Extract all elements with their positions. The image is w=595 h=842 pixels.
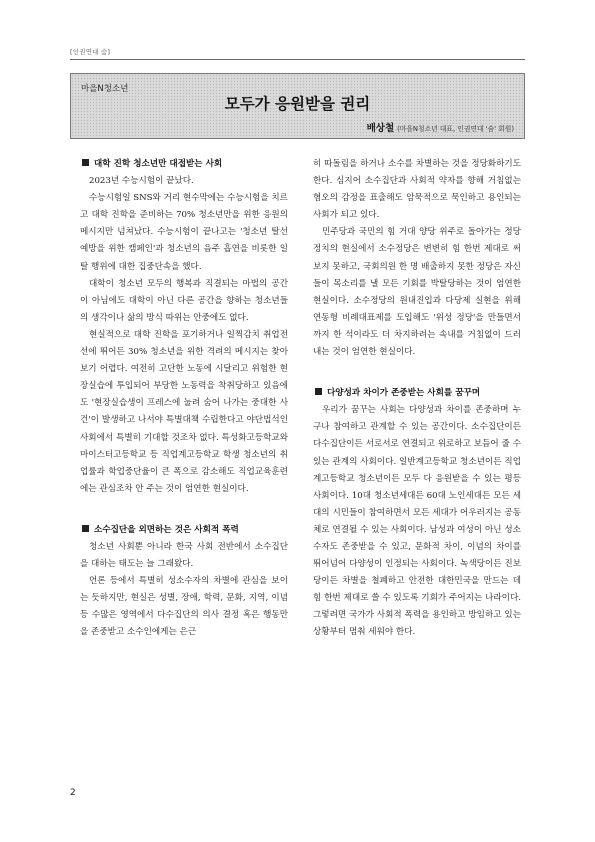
right-column bbox=[313, 156, 521, 642]
paragraph: 청소년 사회뿐 아니라 한국 사회 전반에서 소수집단을 대하는 태도는 늘 그래왔다. bbox=[80, 541, 288, 570]
section-heading-text: 소수집단을 외면하는 것은 사회적 폭력 bbox=[94, 524, 239, 535]
paragraph: 수능시험일 SNS와 거리 현수막에는 수능시험을 치르고 대학 진학을 준비하는 70% 청소년만을 위한 응원의 메시지만 넘쳐났다. 수능시험이 끝나고는 '청소년 탈선 예방을 위한 캠페인'과 청소년의 음주 흡연을 비롯한 일탈 행위에 대한 집중단속을 했다. bbox=[80, 193, 288, 272]
square-bullet-icon bbox=[82, 525, 89, 532]
left-column bbox=[80, 156, 288, 642]
section-heading bbox=[80, 522, 288, 539]
title-box bbox=[70, 73, 525, 139]
paragraph: 2023년 수능시험이 끝났다. bbox=[89, 176, 194, 187]
article-title: 모두가 응원받을 권리 bbox=[224, 95, 371, 113]
author-affiliation: (마을N청소년 대표, 인권연대 '숨' 회원) bbox=[397, 125, 514, 133]
section-heading-text: 다양성과 차이가 존중받는 사회를 꿈꾸며 bbox=[327, 388, 481, 399]
section-heading bbox=[80, 156, 288, 173]
header-tag: [인권연대 숨] bbox=[70, 48, 111, 56]
paragraph: 언론 등에서 특별히 성소수자의 차별에 관심을 보이는 듯하지만, 현실은 성별, 장애, 학력, 문화, 지역, 이념 등 수많은 영역에서 다수집단의 의사 결정 혹은 행동만을 존중받고 소수인에게는 은근 bbox=[80, 576, 288, 638]
section-label: 마을N청소년 bbox=[81, 84, 129, 94]
paragraph: 대학이 청소년 모두의 행복과 직결되는 마법의 공간이 아님에도 대학이 아닌 다른 공간을 향하는 청소년들의 생각이나 삶의 방식 따위는 안중에도 없다. bbox=[80, 278, 288, 323]
square-bullet-icon bbox=[315, 388, 322, 395]
page-number: 2 bbox=[70, 788, 76, 798]
section-heading bbox=[313, 385, 521, 402]
author-name: 배상철 bbox=[366, 123, 395, 134]
header-rule bbox=[70, 59, 525, 60]
section-heading-text: 대학 진학 청소년만 대접받는 사회 bbox=[94, 159, 223, 169]
square-bullet-icon bbox=[82, 159, 89, 166]
paragraph: 민주당과 국민의 힘 거대 양당 위주로 돌아가는 정당정치의 현실에서 소수정당은 변변히 힘 한번 제대로 써보지 못하고, 국회의원 한 명 배출하지 못한 정당은 자신들이 목소리를 낼 모든 기회를 박탈당하는 것이 엄연한 현실이다. 소수정당의 원내진입과 다당제 실현을 위해 연동형 비례대표제를 도입해도 '위성 정당'을 만들면서까지 한 석이라도 더 차지하려는 속내를 거침없이 드러내는 것이 엄연한 현실이다. bbox=[313, 227, 521, 358]
paragraph: 현실적으로 대학 진학을 포기하거나 일찍감치 취업전선에 뛰어든 30% 청소년을 위한 격려의 메시지는 찾아보기 어렵다. 여전히 고단한 노동에 시달리고 위험한 현장실습에 투입되어 부당한 노동력을 착취당하고 있음에도 '현장실습생이 프레스에 눌려 숨어 나가는 중대한 사건'이 발생하고 나서야 특별대책 수립한다고 야단법석인 사회에서 특별히 기대할 것조차 없다. 특성화고등학교와 마이스터고등학교 등 직업계고등학교 학생 청소년의 취업률과 학업중단율이 큰 폭으로 감소해도 직업교육훈련에는 관심조차 안 주는 것이 엄연한 현실이다. bbox=[80, 329, 288, 494]
author-line bbox=[367, 120, 514, 134]
paragraph: 히 따돌림을 하거나 소수를 차별하는 것을 정당화하기도 한다. 심지어 소수집단과 사회적 약자를 향해 거침없는 혐오의 감정을 표출해도 암묵적으로 묵인하고 용인되는 사회가 되고 있다. bbox=[313, 159, 521, 221]
paragraph: 우리가 꿈꾸는 사회는 다양성과 차이를 존중하며 누구나 참여하고 관계할 수 있는 공간이다. 소수집단이든 다수집단이든 서로서로 연결되고 위로하고 보듬어 줄 수 있는 관계의 사회이다. 일반계고등학교 청소년이든 직업계고등학교 청소년이든 모두 다 응원받을 수 있는 평등사회이다. 10대 청소년세대든 60대 노인세대든 모든 세대의 시민들이 참여하면서 모든 세대가 어우러지는 공동체로 연결될 수 있는 사회이다. 남성과 여성이 아닌 성소수자도 존중받을 수 있고, 문화적 차이, 이념의 차이를 뛰어넘어 다양성이 인정되는 사회이다. 녹색당이든 진보당이든 차별을 철폐하고 안전한 대한민국을 만드는 데 힘 한번 제대로 쓸 수 있도록 기회가 주어지는 나라이다. 그렇려면 국가가 사회적 폭력을 용인하고 방임하고 있는 상황부터 멈춰 세워야 한다. bbox=[313, 405, 521, 638]
